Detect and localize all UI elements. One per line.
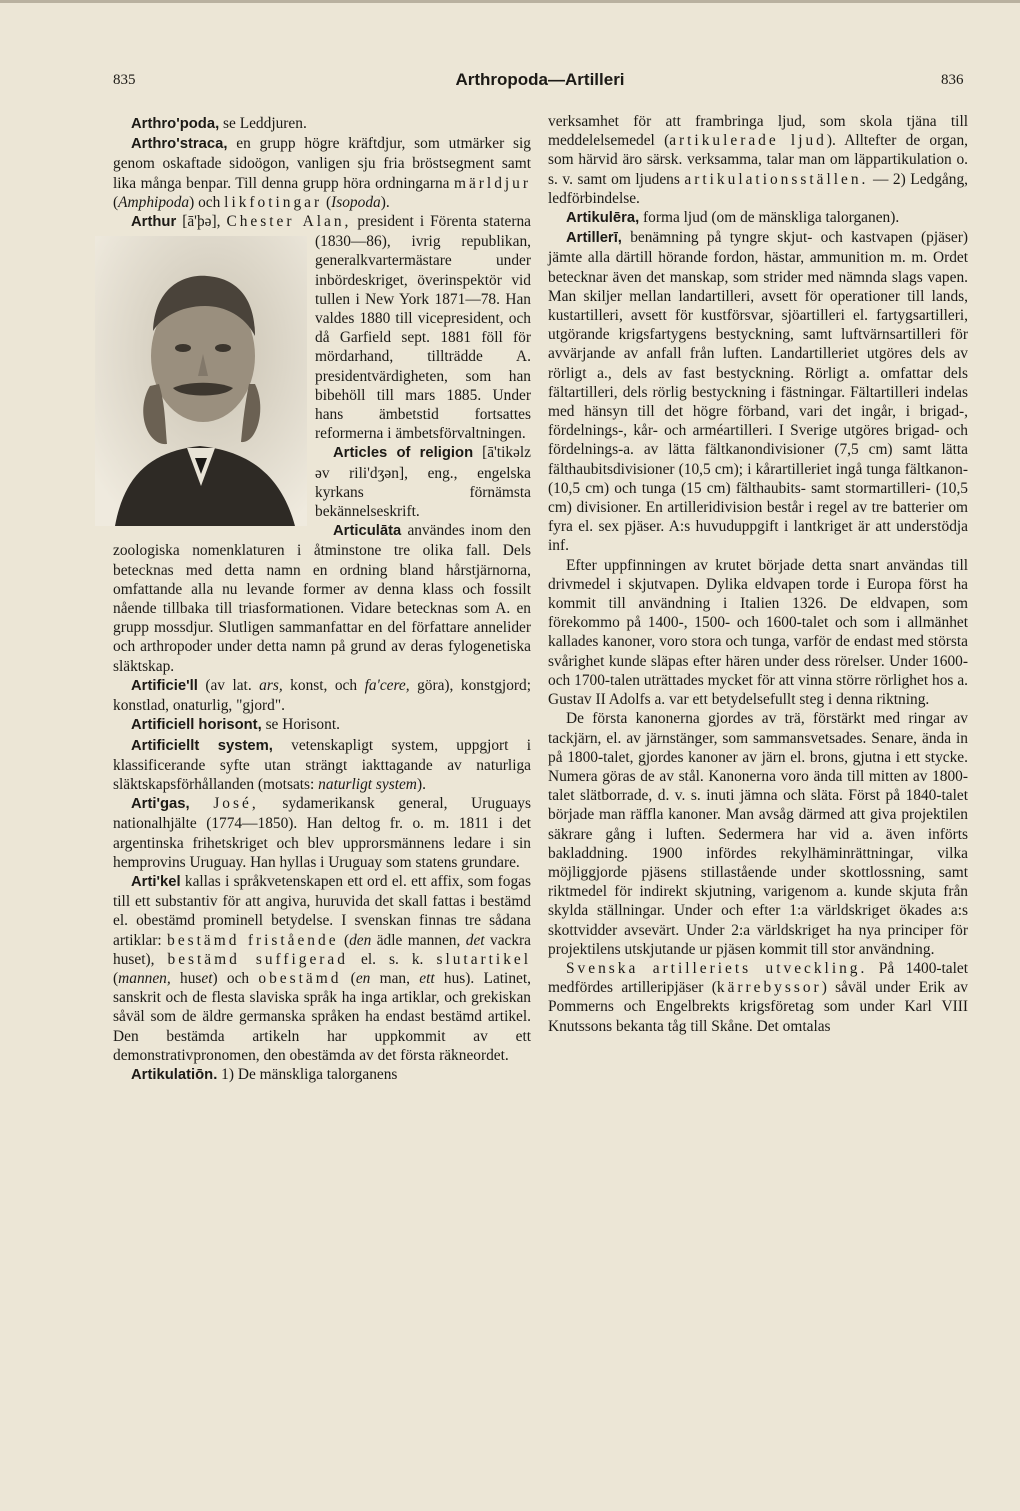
- right-column: [548, 112, 968, 1036]
- headword: Artificiell horisont,: [131, 717, 262, 734]
- entry-arthropoda: Arthro'poda, se Leddjuren.: [131, 115, 307, 132]
- entry-artikulation: Artikulatiōn. 1) De mänskliga talorganens: [131, 1065, 398, 1083]
- headword: Arthur: [131, 214, 177, 231]
- scan-edge: [0, 0, 1020, 3]
- headword: Artillerī,: [566, 230, 622, 247]
- headword: Articles of religion: [333, 445, 474, 462]
- left-column: [113, 114, 531, 1085]
- entry-artikel: Arti'kel kallas i språkvetenskapen ett ord el. ett affix, som fogas till ett substantiv för att angiva, huruvida det skall fattas i bestämd el. obestämd prominell betydelse. I svenskan finnas tre sådana artiklar: bestämd fristående (den ädle mannen, det vackra huset), bestämd suffigerad el. s. k. slutartikel (mannen, huset) och obestämd (en man, ett hus). Latinet, sanskrit och de flesta slaviska språk ha inga artiklar, och grekiskan såväl som de äldre germanska språken ha endast bestämd artikel. Den bestämda artikeln har uppkommit av ett demonstrativpronomen, den obestämda av det första räkneordet.: [113, 872, 532, 1064]
- headword: Arthro'straca,: [131, 136, 228, 153]
- headword: Artificiellt system,: [131, 737, 273, 754]
- entry-artilleri: Artillerī, benämning på tyngre skjut- och kastvapen (pjäser) jämte alla därtill hörande fordon, hästar, ammunition m. m. Ordet betecknar även det manskap, som strider med nämnda slags vapen. Man skiljer mellan landartilleri, avsett för operationer till lands, kustartilleri, avsett för kustförsvar, sjöartilleri el. fartygsartilleri, utgörande krigsfartygens bestyckning, samt luftvärnsartilleri för avvärjande av anfall från luften. Landartilleriet utgöres dels av rörligt a., dels av fast bestyckning. Rörligt a. omfattar dels fältartilleri, dels rörlig bestyckning i fästningar. Fältartilleri indelas med hänsyn till det högre förband, vari det ingår, i brigad-, fördelnings-, kår- och arméartilleri. I Sverige utgöres brigad- och fördelnings-a. av lätta fältkanondivisioner (7,5 cm) samt lätta fälthaubitsdivisioner (10,5 cm); i kårartilleriet ingå tunga fältkanon- (10,5 cm) och tunga (15 cm) fälthaubits- samt stormartilleri- (10,5 cm) divisioner. En artilleridivision består i regel av tre batterier om fyra el. sex pjäser. A:s huvuduppgift i lantkriget är att understödja inf.: [548, 229, 968, 555]
- headword: Artikulēra,: [566, 210, 640, 227]
- entry-artikulera: Artikulēra, forma ljud (om de mänskliga talorganen).: [566, 209, 900, 227]
- headword: Articulāta: [333, 523, 402, 540]
- entry-articles-of-religion: Articles of religion [ā'tikəlz əv rili'dʒən], eng., engelska kyrkans förnämsta bekännelseskrift.: [315, 444, 531, 521]
- headword: Artikulatiōn.: [131, 1066, 218, 1083]
- entry-articulata: Articulāta användes inom den zoologiska nomenklaturen i åtminstone tre olika fall. Dels betecknas med detta namn en ordning bland hårstjärnorna, omfattande alla nu levande former av denna klass och fossilt nående tillbaka till triasformationen. Vidare betecknas som A. en grupp mossdjur. Slutligen sammanfattar en del författare annelider och arthropoder under detta namn på grund av deras fylogenetiska släktskap.: [113, 522, 531, 675]
- artilleri-paragraph-history: Efter uppfinningen av krutet började detta snart användas till drivmedel i skjutvapen. Dylika eldvapen torde i Europa först ha kommit till användning i Italien 1326. De eldvapen, som förekommo på 1400-, 1500- och 1600-talet och som i allmänhet kallades kanoner, voro stora och tunga, varför de endast med största svårighet kunde släpas efter hären under dess rörelser. Under 1600- och 1700-talen uträttades mycket för att vinna större rörlighet hos a. Gustav II Adolfs a. var ett betydelsefullt steg i denna riktning.: [548, 556, 968, 709]
- entry-artigas: Arti'gas, José, sydamerikansk general, Uruguays nationalhjälte (1774—1850). Han deltog fr. o. m. 1811 i det argentinska frihetskriget och blev upprorsmännens ledare i sin hemprovins Uruguay. Han hyllas i Uruguay som statens grundare.: [113, 795, 531, 871]
- entry-artificiellt-system: Artificiellt system, vetenskapligt system, uppgjort i klassificerande syfte utan strängt iakttagande av naturliga släktskapsförhållanden (motsats: naturligt system).: [113, 736, 531, 793]
- entry-arthrostraca: Arthro'straca, en grupp högre kräftdjur, som utmärker sig genom oskaftade sidoögon, vanligen sju fria bröstsegment samt lika många benpar. Till denna grupp höra ordningarna märldjur (Amphipoda) och likfotingar (Isopoda).: [113, 135, 531, 211]
- headword: Arthro'poda,: [131, 116, 220, 132]
- portrait-chester-arthur: [95, 236, 307, 526]
- page-number-left: 835: [113, 72, 136, 88]
- headword: Arti'kel: [131, 873, 181, 890]
- entry-artikulation-continued: verksamhet för att frambringa ljud, som skola tjäna till meddelelsemedel (artikulerade ljud). Alltefter de organ, som härvid äro särsk. verksamma, talar man om läppartikulation o. s. v. samt om ljudens artikulationsställen. — 2) Ledgång, ledförbindelse.: [548, 113, 969, 207]
- entry-artificiell-horisont: Artificiell horisont, se Horisont.: [131, 716, 340, 734]
- artilleri-paragraph-swedish: Svenska artilleriets utveckling. På 1400-talet medfördes artilleripjäser (kärrebyssor) såväl under Erik av Pommerns och Engelbrekts krigsföretag som under Karl VIII Knutssons bekanta tåg till Skåne. Det omtalas: [548, 959, 968, 1035]
- entry-arthur: Arthur [ā'þə], Chester Alan, president i Förenta staterna (1830—86), ivrig republikan, generalkvartermästare under inbördeskriget, överinspektör vid tullen i New York 1871—78. Han valdes 1880 till vicepresident, och då Garfield sept. 1881 föll för mördarhand, tillträdde A. presidentvärdigheten, som han bibehöll till mars 1885. Under hans ämbetstid fortsattes reformerna i ämbetsförvaltningen.: [113, 212, 531, 443]
- headword: Arti'gas,: [131, 796, 190, 813]
- artilleri-paragraph-cannons: De första kanonerna gjordes av trä, förstärkt med ringar av tackjärn, el. av järnstänger, som sammansvetsades. Senare, ända in på 1800-talet, gjordes kanoner av järn el. brons, gjutna i ett stycke. Numera göras de av stål. Kanonerna voro ända till mitten av 1800-talet slätborrade, d. v. s. inuti jämna och släta. Först på 1840-talet började man räffla kanoner. Man avsåg därmed att giva projektilen säkrare gång i luften. Sedermera har vid a. även införts bakladdning. 1900 infördes rekylhäminrättningar, vilka möjliggjorde pjäsens stillastående under skottlossning, samt riktmedel för indirekt skjutning, varigenom a. kunde skjuta från skylda ställningar. Under och efter 1:a världskriget ökades a:s skottvidder avsevärt. Under 2:a världskriget ha nya principer för projektilens utskjutande ur pjäsen kommit till stor användning.: [548, 710, 968, 958]
- entry-artificiell: Artificie'll (av lat. ars, konst, och fa'cere, göra), konstgjord; konstlad, onaturlig, "gjord".: [113, 676, 531, 715]
- headword: Artificie'll: [131, 677, 198, 694]
- running-head: Arthropoda—Artilleri: [455, 70, 625, 89]
- section-heading: Svenska artilleriets utveckling.: [566, 959, 868, 977]
- page-number-right: 836: [941, 72, 964, 88]
